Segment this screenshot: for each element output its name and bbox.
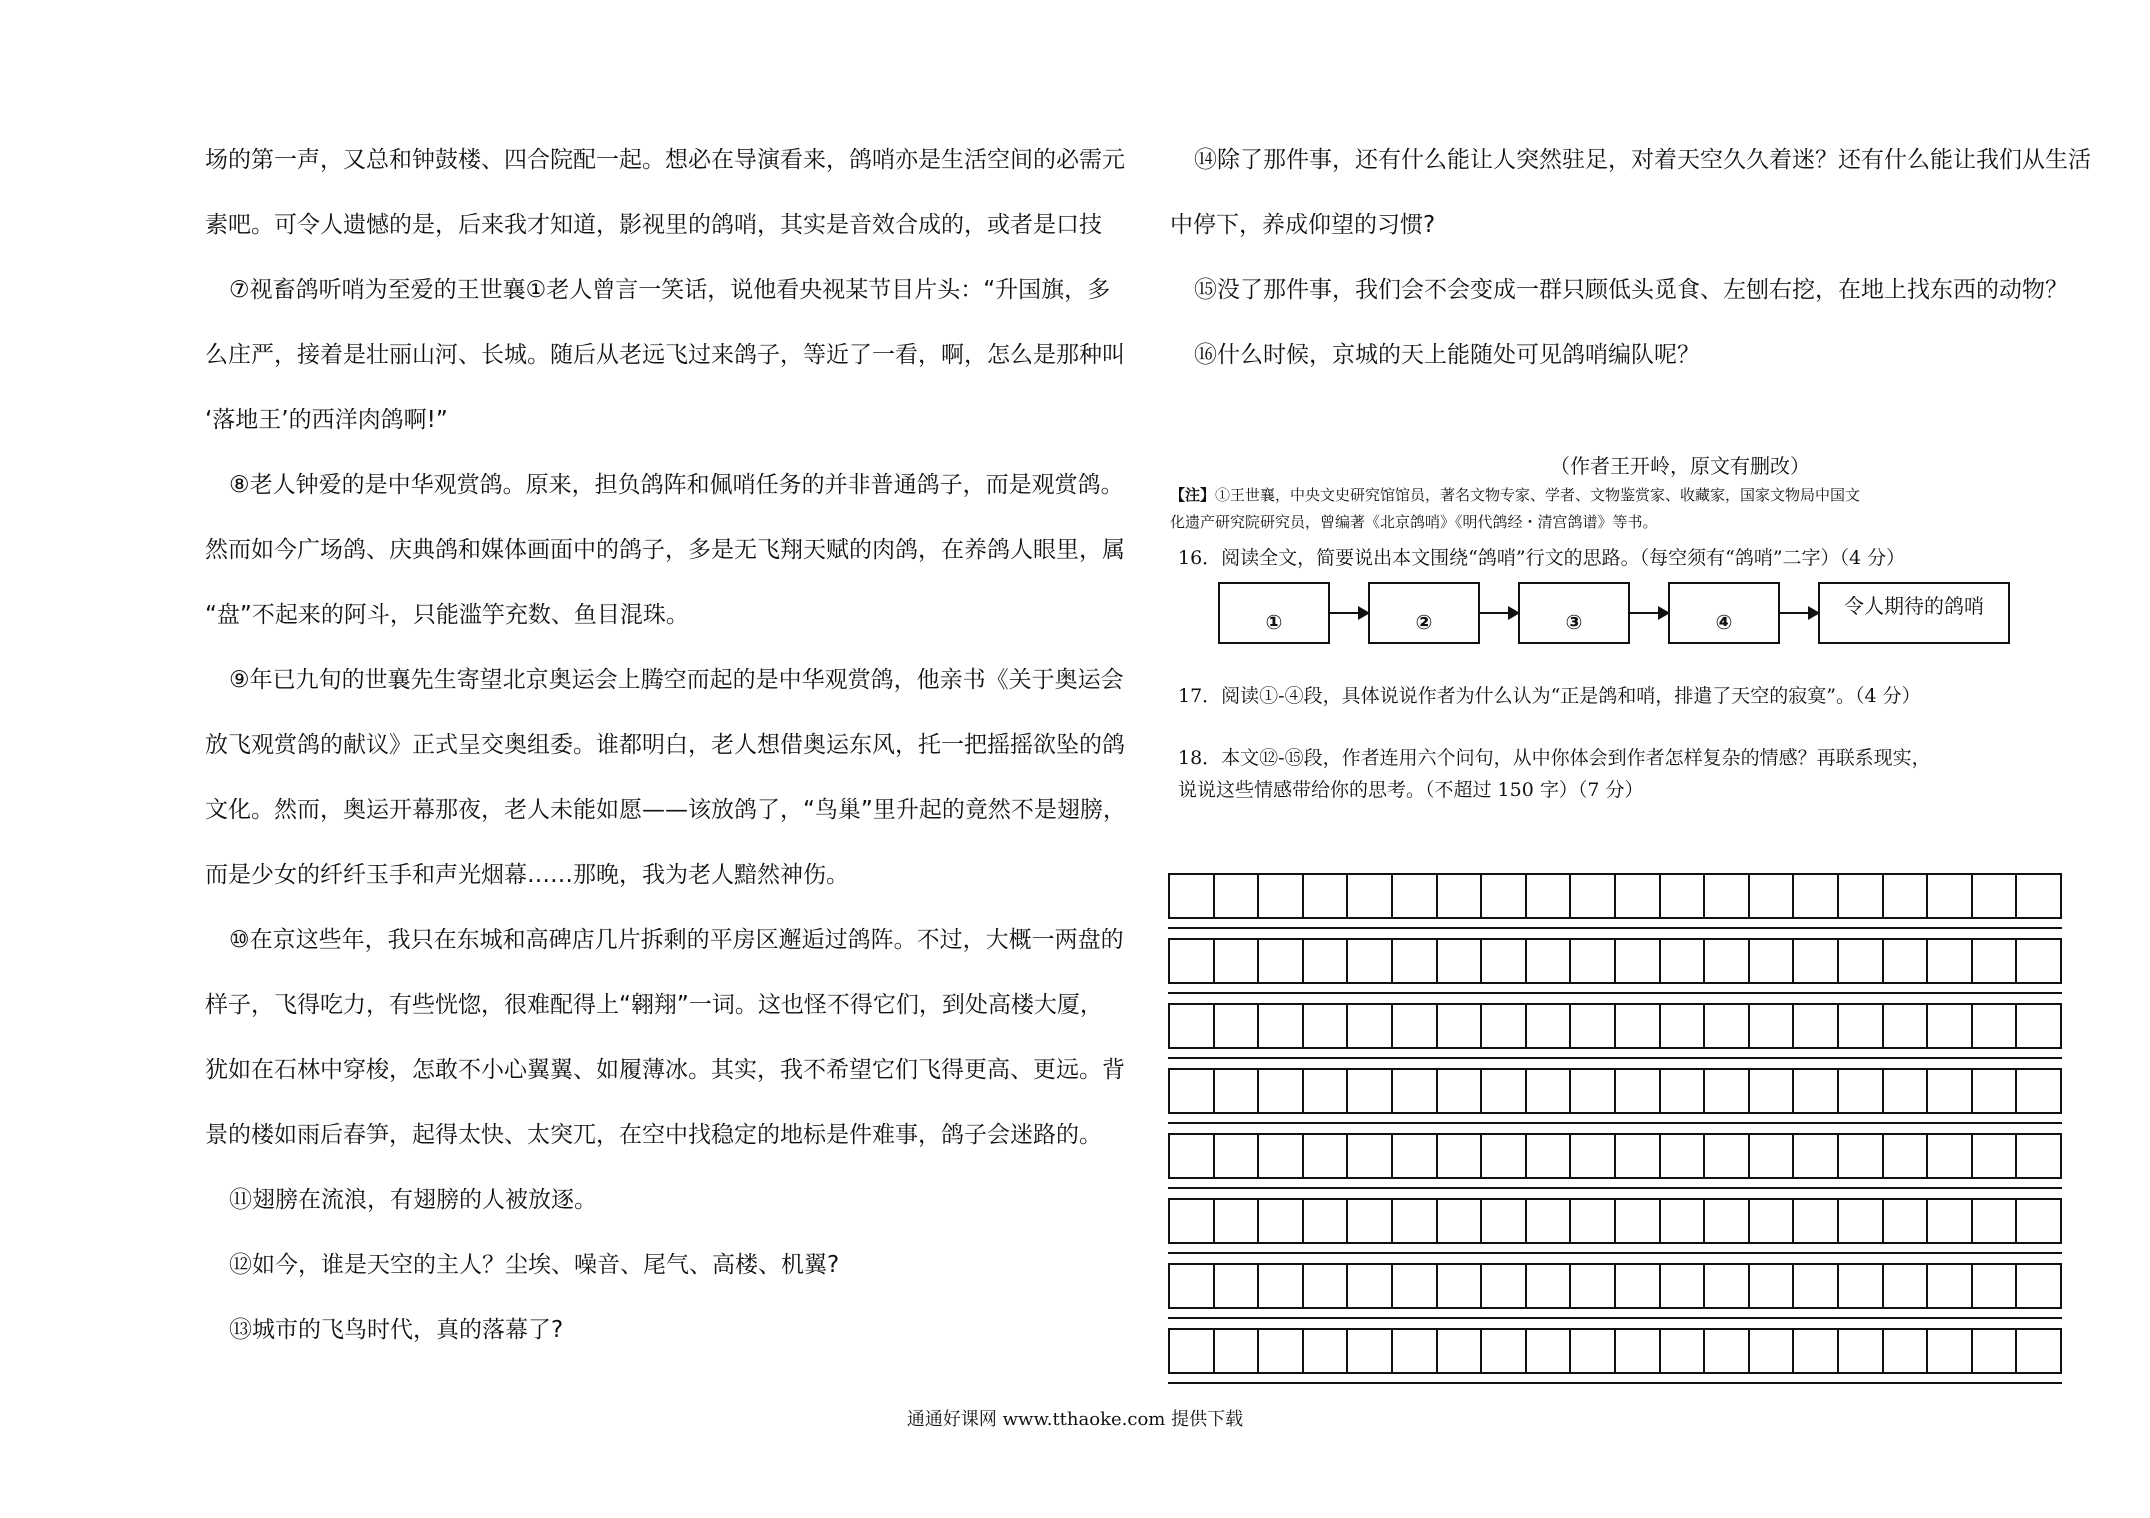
answer-cell[interactable] (2017, 1135, 2060, 1177)
answer-cell[interactable] (1259, 1265, 1304, 1307)
answer-cell[interactable] (1215, 1070, 1260, 1112)
answer-cell[interactable] (1839, 1330, 1884, 1372)
answer-cell[interactable] (1928, 1135, 1973, 1177)
answer-cell[interactable] (1839, 1265, 1884, 1307)
answer-cell[interactable] (1794, 1005, 1839, 1047)
answer-cell[interactable] (1170, 1070, 1215, 1112)
answer-cell[interactable] (1794, 1070, 1839, 1112)
answer-cell[interactable] (1304, 1135, 1349, 1177)
answer-cell[interactable] (1348, 1330, 1393, 1372)
answer-cell[interactable] (1259, 1005, 1304, 1047)
answer-cell[interactable] (1705, 1005, 1750, 1047)
answer-cell[interactable] (1884, 1265, 1929, 1307)
answer-grid-row (1168, 1198, 2062, 1244)
answer-cell[interactable] (1839, 1005, 1884, 1047)
passage-line: 放飞观赏鸽的献议》正式呈交奥组委。谁都明白，老人想借奥运东风，托一把摇摇欲坠的鸽 (205, 732, 1125, 758)
answer-cell[interactable] (1215, 1330, 1260, 1372)
grid-separator-line (1168, 992, 2062, 994)
answer-cell[interactable] (1973, 1330, 2018, 1372)
answer-cell[interactable] (1348, 1070, 1393, 1112)
answer-cell[interactable] (1482, 940, 1527, 982)
answer-cell[interactable] (1705, 1070, 1750, 1112)
passage-line: 素吧。可令人遗憾的是，后来我才知道，影视里的鸽哨，其实是音效合成的，或者是口技 (205, 212, 1102, 238)
passage-line: ⑧老人钟爱的是中华观赏鸽。原来，担负鸽阵和佩哨任务的并非普通鸽子，而是观赏鸽。 (229, 472, 1124, 498)
answer-cell[interactable] (1438, 1200, 1483, 1242)
answer-cell[interactable] (1527, 1070, 1572, 1112)
answer-cell[interactable] (1839, 940, 1884, 982)
answer-cell[interactable] (1839, 1070, 1884, 1112)
answer-cell[interactable] (1438, 875, 1483, 917)
answer-cell[interactable] (1794, 1330, 1839, 1372)
question-18-line-1: 18．本文⑫-⑮段，作者连用六个问句，从中你体会到作者怎样复杂的情感？再联系现实， (1178, 747, 1931, 769)
answer-cell[interactable] (1215, 940, 1260, 982)
answer-cell[interactable] (1304, 1265, 1349, 1307)
footnote-label: 【注】 (1170, 486, 1216, 504)
answer-cell[interactable] (1438, 1330, 1483, 1372)
author-credit: （作者王开岭，原文有删改） (1550, 454, 1810, 478)
answer-cell[interactable] (2017, 1265, 2060, 1307)
answer-cell[interactable] (1928, 875, 1973, 917)
question-17: 17．阅读①-④段，具体说说作者为什么认为“正是鸽和哨，排遣了天空的寂寞”。（4 分） (1178, 685, 1921, 707)
answer-cell[interactable] (1794, 1135, 1839, 1177)
answer-cell[interactable] (1259, 1200, 1304, 1242)
answer-cell[interactable] (2017, 1005, 2060, 1047)
answer-cell[interactable] (1259, 875, 1304, 917)
answer-cell[interactable] (1348, 1265, 1393, 1307)
answer-cell[interactable] (1661, 1135, 1706, 1177)
answer-cell[interactable] (2017, 1200, 2060, 1242)
answer-cell[interactable] (1794, 1200, 1839, 1242)
answer-cell[interactable] (1170, 875, 1215, 917)
answer-cell[interactable] (1973, 1070, 2018, 1112)
passage-line: 样子，飞得吃力，有些恍惚，很难配得上“翱翔”一词。这也怪不得它们，到处高楼大厦， (205, 992, 1103, 1018)
passage-line: ⑨年已九旬的世襄先生寄望北京奥运会上腾空而起的是中华观赏鸽，他亲书《关于奥运会 (229, 667, 1124, 693)
answer-cell[interactable] (1304, 1070, 1349, 1112)
answer-cell[interactable] (1884, 1135, 1929, 1177)
answer-grid-row (1168, 1133, 2062, 1179)
answer-cell[interactable] (1482, 875, 1527, 917)
answer-cell[interactable] (1170, 1265, 1215, 1307)
answer-cell[interactable] (1527, 875, 1572, 917)
passage-line: 犹如在石林中穿梭，怎敢不小心翼翼、如履薄冰。其实，我不希望它们飞得更高、更远。背 (205, 1057, 1125, 1083)
answer-cell[interactable] (1661, 1330, 1706, 1372)
passage-line: “盘”不起来的阿斗，只能滥竽充数、鱼目混珠。 (205, 602, 689, 628)
footnote-line-2: 化遗产研究院研究员，曾编著《北京鸽哨》《明代鸽经・清宫鸽谱》等书。 (1170, 513, 1658, 531)
answer-cell[interactable] (1616, 1135, 1661, 1177)
answer-cell[interactable] (1527, 1005, 1572, 1047)
answer-cell[interactable] (1616, 875, 1661, 917)
answer-cell[interactable] (1482, 1330, 1527, 1372)
answer-cell[interactable] (1928, 1330, 1973, 1372)
flow-arrow-icon (1480, 612, 1518, 614)
answer-cell[interactable] (1973, 940, 2018, 982)
flow-box-final: 令人期待的鸽哨 (1818, 582, 2010, 644)
passage-line: 而是少女的纤纤玉手和声光烟幕……那晚，我为老人黯然神伤。 (205, 862, 849, 888)
flow-box-4[interactable]: ④ (1668, 582, 1780, 644)
answer-cell[interactable] (1215, 1200, 1260, 1242)
answer-grid-row (1168, 1003, 2062, 1049)
answer-cell[interactable] (1215, 1005, 1260, 1047)
answer-cell[interactable] (1973, 1135, 2018, 1177)
answer-cell[interactable] (1527, 1200, 1572, 1242)
footer-credit: 通通好课网 www.tthaoke.com 提供下载 (906, 1409, 1244, 1430)
answer-cell[interactable] (1527, 1265, 1572, 1307)
answer-cell[interactable] (1928, 1265, 1973, 1307)
answer-cell[interactable] (1170, 940, 1215, 982)
answer-cell[interactable] (1705, 1330, 1750, 1372)
answer-cell[interactable] (1393, 875, 1438, 917)
reading-passage-left (205, 128, 1126, 1363)
answer-cell[interactable] (1973, 1200, 2018, 1242)
answer-cell[interactable] (1170, 1135, 1215, 1177)
answer-cell[interactable] (1571, 1330, 1616, 1372)
answer-cell[interactable] (1884, 940, 1929, 982)
answer-cell[interactable] (1661, 1265, 1706, 1307)
answer-cell[interactable] (1170, 1005, 1215, 1047)
answer-cell[interactable] (1304, 1330, 1349, 1372)
answer-cell[interactable] (1259, 1135, 1304, 1177)
passage-line: 中停下，养成仰望的习惯? (1170, 212, 1436, 238)
answer-cell[interactable] (1527, 1135, 1572, 1177)
answer-cell[interactable] (1571, 1005, 1616, 1047)
answer-cell[interactable] (1482, 1070, 1527, 1112)
answer-cell[interactable] (1438, 1135, 1483, 1177)
answer-cell[interactable] (1884, 1330, 1929, 1372)
answer-cell[interactable] (1348, 940, 1393, 982)
answer-cell[interactable] (1884, 875, 1929, 917)
answer-cell[interactable] (1928, 1070, 1973, 1112)
grid-separator-line (1168, 1382, 2062, 1384)
answer-cell[interactable] (1839, 1200, 1884, 1242)
answer-grid-row (1168, 1328, 2062, 1374)
answer-cell[interactable] (2017, 940, 2060, 982)
answer-cell[interactable] (1393, 1135, 1438, 1177)
answer-cell[interactable] (1884, 1070, 1929, 1112)
flow-arrow-icon (1630, 612, 1668, 614)
passage-line: ⑦视畜鸽听哨为至爱的王世襄①老人曾言一笑话，说他看央视某节目片头：“升国旗，多 (229, 277, 1111, 303)
answer-cell[interactable] (1928, 1200, 1973, 1242)
footnote (1170, 482, 2050, 536)
answer-cell[interactable] (1705, 1135, 1750, 1177)
answer-cell[interactable] (1750, 1330, 1795, 1372)
answer-cell[interactable] (1393, 940, 1438, 982)
answer-cell[interactable] (1571, 1070, 1616, 1112)
answer-cell[interactable] (1482, 1200, 1527, 1242)
answer-cell[interactable] (1750, 1005, 1795, 1047)
passage-line: 文化。然而，奥运开幕那夜，老人未能如愿——该放鸽了，“鸟巢”里升起的竟然不是翅膀， (205, 797, 1126, 823)
answer-cell[interactable] (1438, 1070, 1483, 1112)
answer-cell[interactable] (1482, 1005, 1527, 1047)
answer-cell[interactable] (1348, 1135, 1393, 1177)
answer-cell[interactable] (1661, 1070, 1706, 1112)
answer-cell[interactable] (1348, 1200, 1393, 1242)
answer-cell[interactable] (1393, 1265, 1438, 1307)
passage-line: 然而如今广场鸽、庆典鸽和媒体画面中的鸽子，多是无飞翔天赋的肉鸽，在养鸽人眼里，属 (205, 537, 1125, 563)
answer-cell[interactable] (1527, 1330, 1572, 1372)
passage-line: 景的楼如雨后春笋，起得太快、太突兀，在空中找稳定的地标是件难事，鸽子会迷路的。 (205, 1122, 1102, 1148)
answer-cell[interactable] (2017, 1070, 2060, 1112)
footnote-line-1: ①王世襄，中央文史研究馆馆员，著名文物专家、学者、文物鉴赏家、收藏家，国家文物局中国文 (1215, 486, 1861, 504)
answer-cell[interactable] (1661, 940, 1706, 982)
answer-cell[interactable] (2017, 875, 2060, 917)
answer-cell[interactable] (1705, 1265, 1750, 1307)
passage-line: ⑯什么时候，京城的天上能随处可见鸽哨编队呢？ (1194, 342, 1700, 368)
answer-cell[interactable] (1661, 1005, 1706, 1047)
answer-cell[interactable] (1571, 1265, 1616, 1307)
grid-separator-line (1168, 1057, 2062, 1059)
answer-cell[interactable] (1928, 940, 1973, 982)
answer-cell[interactable] (1705, 875, 1750, 917)
answer-cell[interactable] (1348, 875, 1393, 917)
answer-cell[interactable] (1348, 1005, 1393, 1047)
grid-separator-line (1168, 1252, 2062, 1254)
answer-cell[interactable] (1438, 1265, 1483, 1307)
answer-cell[interactable] (1794, 940, 1839, 982)
passage-line: 场的第一声，又总和钟鼓楼、四合院配一起。想必在导演看来，鸽哨亦是生活空间的必需元 (205, 147, 1125, 173)
answer-cell[interactable] (1393, 1070, 1438, 1112)
answer-cell[interactable] (1438, 940, 1483, 982)
answer-cell[interactable] (1750, 1200, 1795, 1242)
answer-cell[interactable] (1170, 1330, 1215, 1372)
answer-grid-row (1168, 1263, 2062, 1309)
passage-line: ⑭除了那件事，还有什么能让人突然驻足，对着天空久久着迷？还有什么能让我们从生活 (1194, 147, 2091, 173)
passage-line: ⑬城市的飞鸟时代，真的落幕了? (229, 1317, 564, 1343)
answer-cell[interactable] (1884, 1005, 1929, 1047)
answer-cell[interactable] (1794, 1265, 1839, 1307)
answer-cell[interactable] (1750, 940, 1795, 982)
answer-cell[interactable] (1973, 875, 2018, 917)
passage-line: ⑮没了那件事，我们会不会变成一群只顾低头觅食、左刨右挖，在地上找东西的动物？ (1194, 277, 2068, 303)
answer-cell[interactable] (1705, 1200, 1750, 1242)
answer-cell[interactable] (1259, 1330, 1304, 1372)
question-18 (1178, 742, 2048, 806)
answer-cell[interactable] (1661, 1200, 1706, 1242)
answer-cell[interactable] (1304, 1200, 1349, 1242)
passage-line: ⑪翅膀在流浪，有翅膀的人被放逐。 (229, 1187, 597, 1213)
grid-separator-line (1168, 1317, 2062, 1319)
grid-separator-line (1168, 1122, 2062, 1124)
answer-cell[interactable] (1571, 1135, 1616, 1177)
answer-cell[interactable] (1750, 1135, 1795, 1177)
passage-line: ‘落地王’的西洋肉鸽啊!” (205, 407, 448, 433)
flow-diagram (1218, 582, 2018, 648)
answer-cell[interactable] (1215, 1135, 1260, 1177)
grid-separator-line (1168, 1187, 2062, 1189)
reading-passage-right (1170, 128, 2091, 388)
answer-cell[interactable] (1482, 1135, 1527, 1177)
answer-grid-row (1168, 1068, 2062, 1114)
answer-cell[interactable] (1616, 1005, 1661, 1047)
answer-cell[interactable] (1393, 1005, 1438, 1047)
passage-line: ⑫如今，谁是天空的主人？尘埃、噪音、尾气、高楼、机翼? (229, 1252, 840, 1278)
answer-cell[interactable] (1215, 1265, 1260, 1307)
answer-cell[interactable] (1973, 1265, 2018, 1307)
answer-cell[interactable] (1438, 1005, 1483, 1047)
passage-line: ⑩在京这些年，我只在东城和高碑店几片拆剩的平房区邂逅过鸽阵。不过，大概一两盘的 (229, 927, 1124, 953)
answer-cell[interactable] (1259, 1070, 1304, 1112)
answer-cell[interactable] (1304, 940, 1349, 982)
answer-cell[interactable] (1571, 1200, 1616, 1242)
flow-box-1[interactable]: ① (1218, 582, 1330, 644)
question-16: 16．阅读全文，简要说出本文围绕“鸽哨”行文的思路。（每空须有“鸽哨”二字）（4 分） (1178, 547, 1906, 569)
flow-arrow-icon (1780, 612, 1818, 614)
answer-cell[interactable] (1259, 940, 1304, 982)
answer-cell[interactable] (1884, 1200, 1929, 1242)
answer-cell[interactable] (1304, 1005, 1349, 1047)
answer-cell[interactable] (1661, 875, 1706, 917)
answer-cell[interactable] (2017, 1330, 2060, 1372)
flow-arrow-icon (1330, 612, 1368, 614)
passage-line: 么庄严，接着是壮丽山河、长城。随后从老远飞过来鸽子，等近了一看，啊，怎么是那种叫 (205, 342, 1125, 368)
answer-cell[interactable] (1750, 1265, 1795, 1307)
answer-cell[interactable] (1170, 1200, 1215, 1242)
answer-cell[interactable] (1839, 1135, 1884, 1177)
answer-cell[interactable] (1616, 1200, 1661, 1242)
answer-cell[interactable] (1571, 875, 1616, 917)
answer-grid-row (1168, 873, 2062, 919)
answer-cell[interactable] (1750, 1070, 1795, 1112)
answer-cell[interactable] (1839, 875, 1884, 917)
answer-cell[interactable] (1393, 1200, 1438, 1242)
answer-cell[interactable] (1973, 1005, 2018, 1047)
answer-grid[interactable] (1168, 873, 2062, 1393)
answer-cell[interactable] (1928, 1005, 1973, 1047)
flow-box-3[interactable]: ③ (1518, 582, 1630, 644)
answer-cell[interactable] (1482, 1265, 1527, 1307)
answer-cell[interactable] (1794, 875, 1839, 917)
answer-cell[interactable] (1571, 940, 1616, 982)
answer-cell[interactable] (1616, 940, 1661, 982)
flow-box-2[interactable]: ② (1368, 582, 1480, 644)
answer-cell[interactable] (1616, 1070, 1661, 1112)
answer-cell[interactable] (1527, 940, 1572, 982)
answer-grid-row (1168, 938, 2062, 984)
answer-cell[interactable] (1750, 875, 1795, 917)
answer-cell[interactable] (1616, 1330, 1661, 1372)
answer-cell[interactable] (1304, 875, 1349, 917)
answer-cell[interactable] (1616, 1265, 1661, 1307)
answer-cell[interactable] (1215, 875, 1260, 917)
grid-separator-line (1168, 927, 2062, 929)
answer-cell[interactable] (1393, 1330, 1438, 1372)
answer-cell[interactable] (1705, 940, 1750, 982)
question-18-line-2: 说说这些情感带给你的思考。（不超过 150 字）（7 分） (1178, 779, 1644, 801)
